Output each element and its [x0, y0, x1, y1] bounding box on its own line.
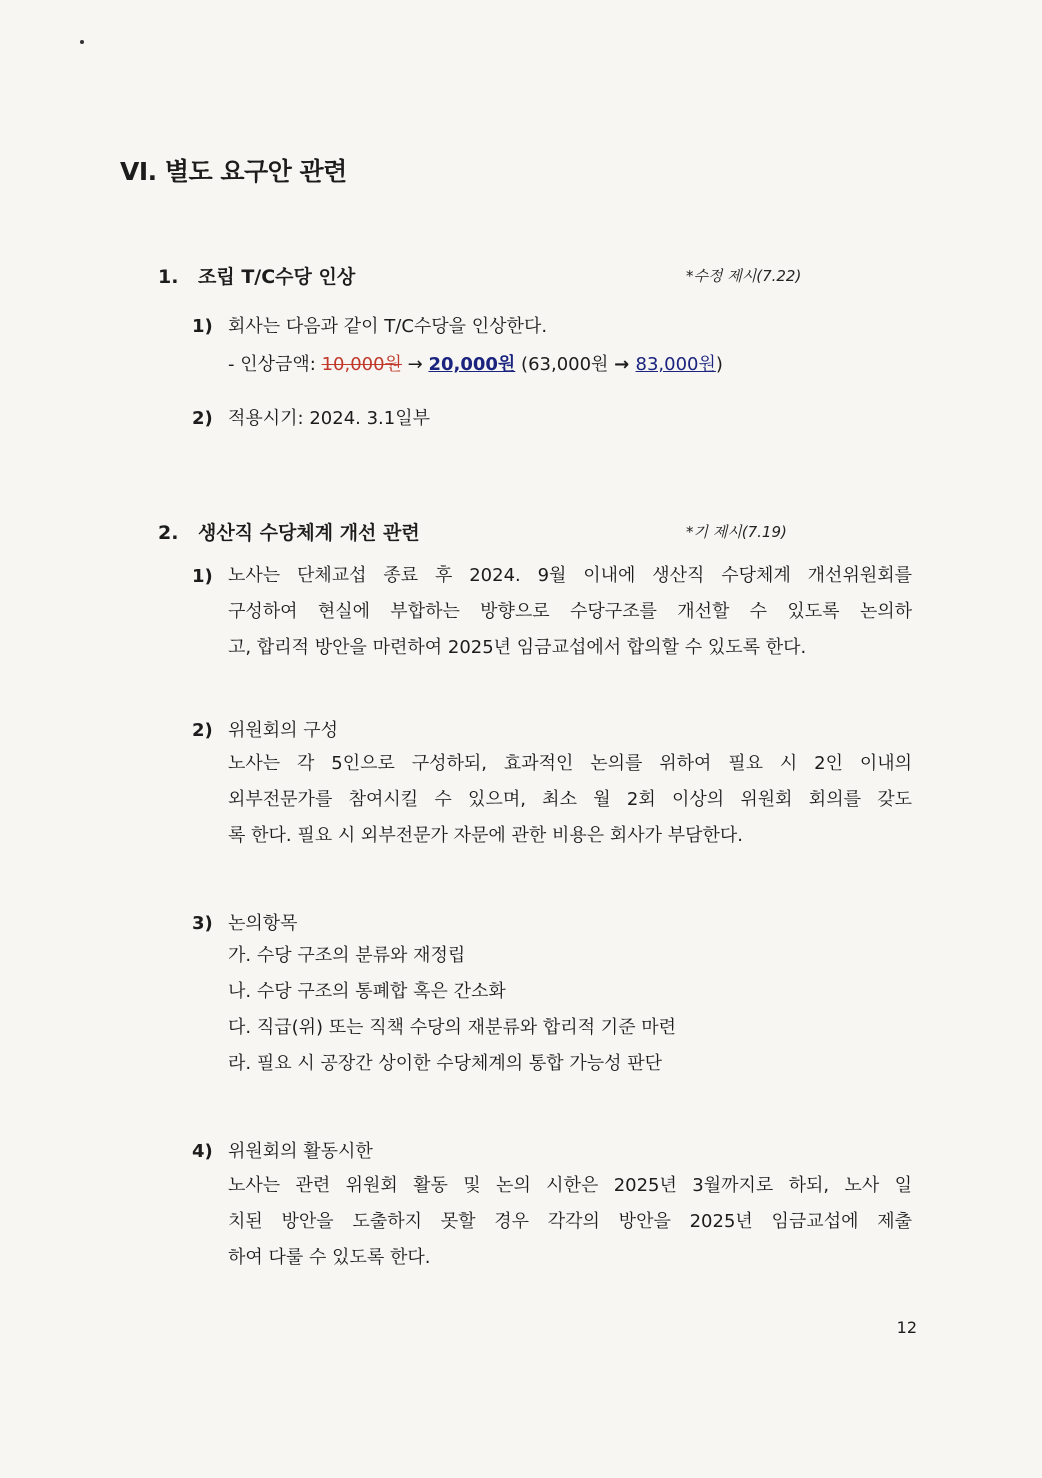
paragraph-line: 록 한다. 필요 시 외부전문가 자문에 관한 비용은 회사가 부담한다.: [228, 825, 744, 846]
item2-sub3-number: 3): [192, 913, 213, 934]
item2-title: 생산직 수당체계 개선 관련: [198, 522, 420, 544]
item2-sub3-label: 논의항목: [228, 913, 298, 934]
amount-arrow: →: [401, 354, 429, 375]
paragraph-line: 고, 합리적 방안을 마련하여 2025년 임금교섭에서 합의할 수 있도록 한다.: [228, 637, 807, 658]
total-arrow: →: [614, 354, 636, 375]
item2-sub1-number: 1): [192, 566, 213, 587]
item2-sub1-number-wrap: [192, 566, 228, 587]
item1-heading: [158, 262, 355, 289]
list-item: 나. 수당 구조의 통폐합 혹은 간소화: [228, 981, 506, 1002]
item2-note: *기 제시(7.19): [686, 523, 787, 541]
list-item: 다. 직급(위) 또는 직책 수당의 재분류와 합리적 기준 마련: [228, 1017, 677, 1038]
item1-number: 1.: [158, 266, 179, 288]
paragraph-line: 치된 방안을 도출하지 못할 경우 각각의 방안을 2025년 임금교섭에 제출: [228, 1211, 912, 1232]
item2-sub4-paragraph: [228, 1168, 912, 1276]
paragraph-line: 노사는 각 5인으로 구성하되, 효과적인 논의를 위하여 필요 시 2인 이내의: [228, 753, 912, 774]
paragraph-line: 노사는 관련 위원회 활동 및 논의 시한은 2025년 3월까지로 하되, 노사 일: [228, 1175, 912, 1196]
item2-sub2-paragraph: [228, 746, 912, 854]
item2-sub2-label: 위원회의 구성: [228, 720, 339, 741]
item2-sub3: [192, 909, 298, 935]
total-close: ): [715, 354, 723, 375]
paragraph-line: 노사는 단체교섭 종료 후 2024. 9월 이내에 생산직 수당체계 개선위원회를: [228, 565, 912, 586]
item2-sub4: [192, 1137, 373, 1163]
amount-prefix: - 인상금액:: [228, 354, 322, 375]
list-item: 가. 수당 구조의 분류와 재정립: [228, 945, 466, 966]
item2-number: 2.: [158, 522, 179, 544]
item1-sub1-text: 회사는 다음과 같이 T/C수당을 인상한다.: [228, 316, 548, 337]
item2-sub4-label: 위원회의 활동시한: [228, 1141, 373, 1162]
item2-sub2: [192, 716, 338, 742]
amount-line: [228, 350, 723, 376]
item2-sub3-list: [228, 938, 928, 1082]
item2-sub1-paragraph: [228, 558, 912, 666]
scan-speck: [80, 40, 84, 44]
page-number: 12: [896, 1318, 917, 1337]
item2-heading: [158, 518, 420, 545]
list-item: 라. 필요 시 공장간 상이한 수당체계의 통합 가능성 판단: [228, 1053, 663, 1074]
total-open: (63,000원: [515, 354, 615, 375]
paragraph-line: 외부전문가를 참여시킬 수 있으며, 최소 월 2회 이상의 위원회 회의를 갖도: [228, 789, 912, 810]
item2-sub4-number: 4): [192, 1141, 213, 1162]
item1-sub1: [192, 312, 547, 338]
item1-sub1-number: 1): [192, 316, 213, 337]
item1-sub2-number: 2): [192, 408, 213, 429]
amount-new: 20,000원: [428, 354, 516, 375]
paragraph-line: 하여 다룰 수 있도록 한다.: [228, 1247, 431, 1268]
item1-sub2: [192, 404, 430, 430]
item2-sub2-number: 2): [192, 720, 213, 741]
item1-title: 조립 T/C수당 인상: [198, 266, 356, 288]
item1-sub2-text: 적용시기: 2024. 3.1일부: [228, 408, 430, 429]
item1-note: *수정 제시(7.22): [686, 267, 802, 285]
amount-old: 10,000원: [321, 354, 402, 375]
total-new: 83,000원: [635, 354, 716, 375]
paragraph-line: 구성하여 현실에 부합하는 방향으로 수당구조를 개선할 수 있도록 논의하: [228, 601, 912, 622]
section-title: VI. 별도 요구안 관련: [120, 157, 347, 186]
